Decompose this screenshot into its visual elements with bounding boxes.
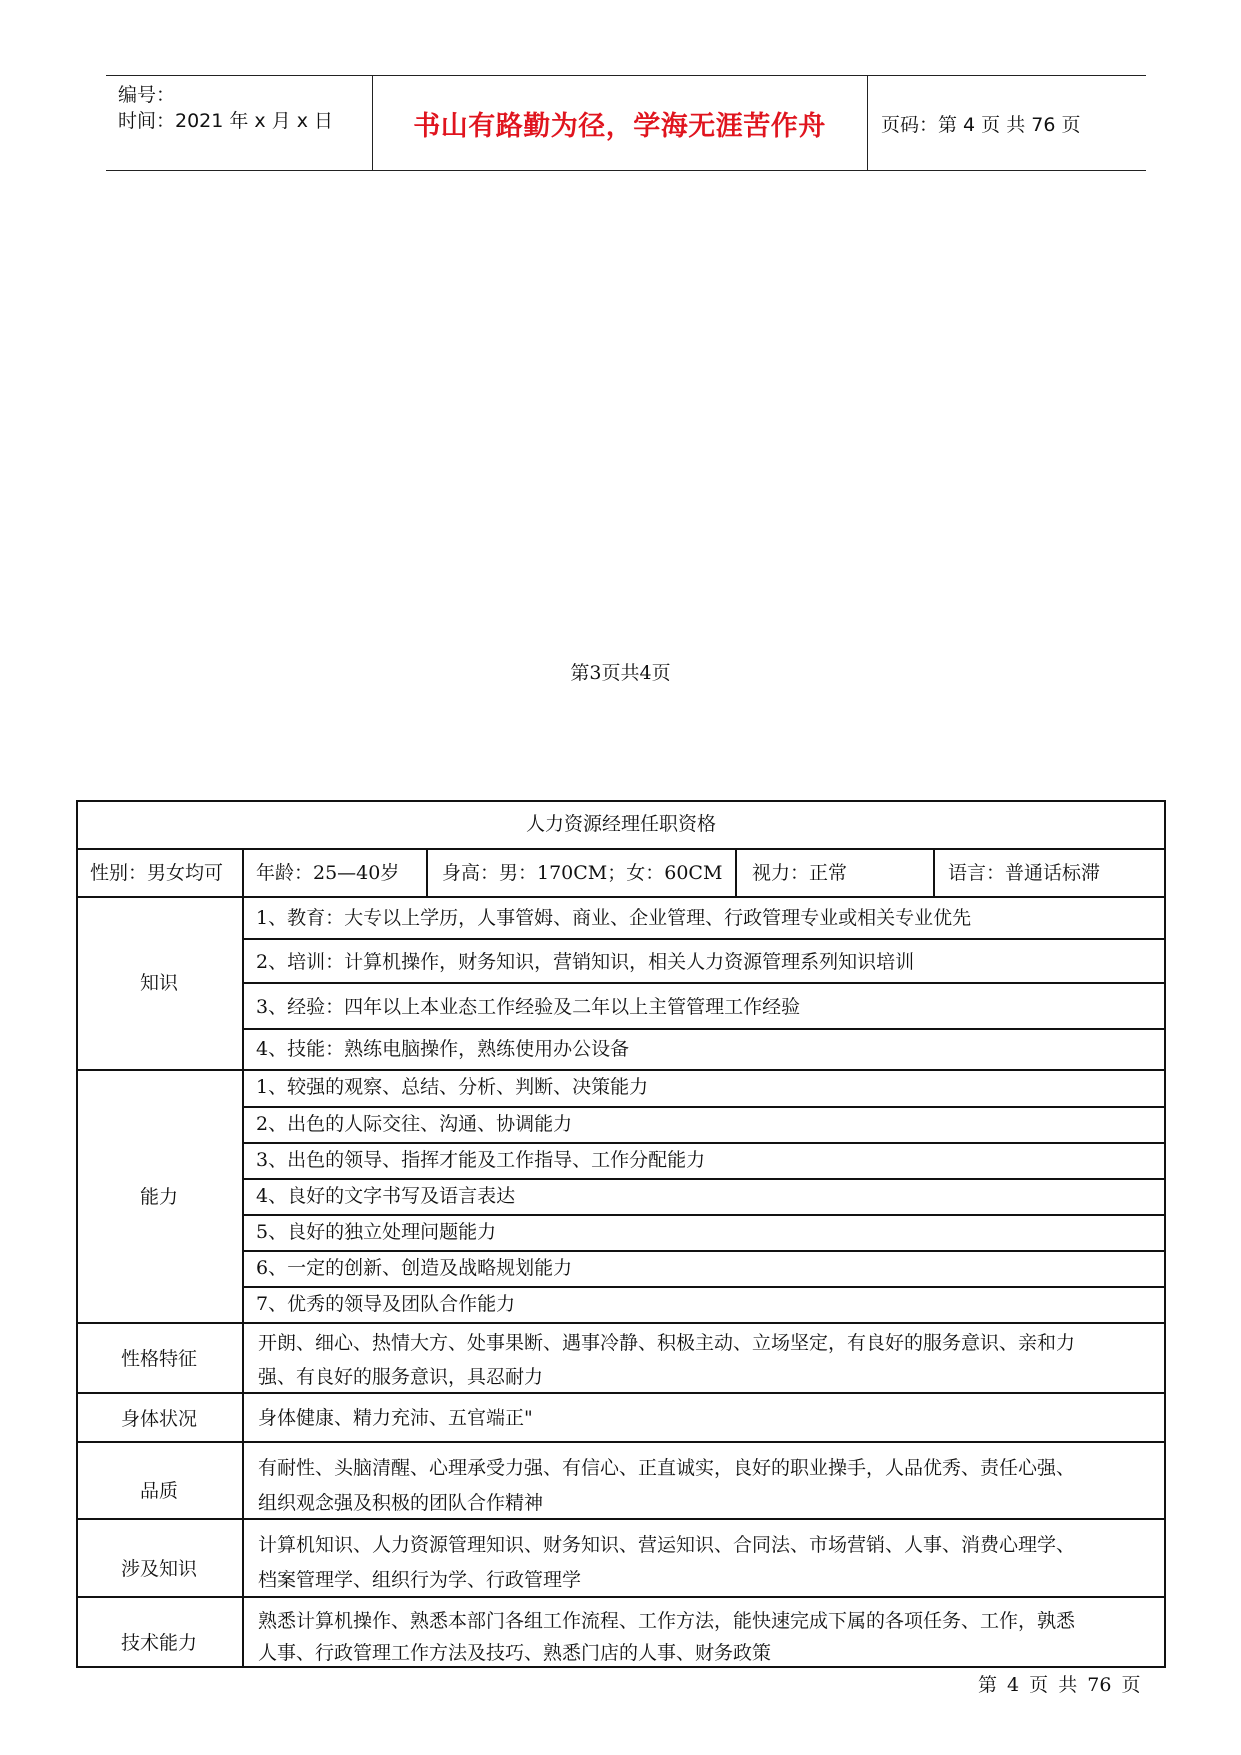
age-requirement: 年龄：25—40岁 [256, 862, 400, 884]
document-time-label: 时间：2021 年 x 月 x 日 [118, 110, 334, 132]
related-knowledge-label: 涉及知识 [120, 1558, 197, 1580]
ability-item: 3、出色的领导、指挥才能及工作指导、工作分配能力 [256, 1149, 706, 1171]
health-text: 身体健康、精力充沛、五官端正" [258, 1407, 533, 1429]
page-footer: 第 4 页 共 76 页 [978, 1674, 1141, 1696]
personality-text-line: 强、有良好的服务意识，具忍耐力 [258, 1366, 544, 1388]
table-border-top [76, 800, 1166, 802]
knowledge-item: 4、技能：熟练电脑操作，熟练使用办公设备 [256, 1038, 630, 1060]
table-subrule [242, 1028, 1166, 1030]
table-col-divider [426, 848, 428, 897]
ability-item: 2、出色的人际交往、沟通、协调能力 [256, 1113, 573, 1135]
related-knowledge-text-line: 计算机知识、人力资源管理知识、财务知识、营运知识、合同法、市场营销、人事、消费心理学、 [258, 1534, 1076, 1556]
technical-text-line: 熟悉计算机操作、熟悉本部门各组工作流程、工作方法，能快速完成下属的各项任务、工作，孰悉 [258, 1610, 1076, 1632]
language-requirement: 语言：普通话标滞 [948, 862, 1101, 884]
table-title: 人力资源经理任职资格 [525, 813, 716, 835]
header-meta-cell [106, 76, 373, 170]
table-subrule [242, 938, 1166, 940]
knowledge-label: 知识 [139, 972, 178, 994]
table-rule [76, 1392, 1166, 1394]
quality-text-line: 组织观念强及积极的团队合作精神 [258, 1492, 544, 1514]
table-rule [76, 1441, 1166, 1443]
ability-item: 5、良好的独立处理问题能力 [256, 1221, 497, 1243]
ability-item: 1、较强的观察、总结、分析、判断、决策能力 [256, 1076, 649, 1098]
table-border-left [76, 800, 78, 1668]
table-border-bottom [76, 1666, 1166, 1668]
ability-item: 7、优秀的领导及团队合作能力 [256, 1293, 516, 1315]
height-requirement: 身高：男：170CM；女：60CM [442, 862, 723, 884]
table-subrule [242, 1142, 1166, 1144]
related-knowledge-text-line: 档案管理学、组织行为学、行政管理学 [258, 1569, 582, 1591]
ability-item: 6、一定的创新、创造及战略规划能力 [256, 1257, 573, 1279]
document-number-label: 编号： [118, 84, 176, 106]
table-subrule [242, 1250, 1166, 1252]
table-rule [76, 1596, 1166, 1598]
quality-text-line: 有耐性、头脑清醒、心理承受力强、有信心、正直诚实，良好的职业操手，人品优秀、责任心强、 [258, 1457, 1076, 1479]
page-header [106, 75, 1146, 171]
knowledge-item: 1、教育：大专以上学历，人事管姆、商业、企业管理、行政管理专业或相关专业优先 [256, 907, 972, 929]
technical-text-line: 人事、行政管理工作方法及技巧、熟悉门店的人事、财务政策 [258, 1642, 772, 1664]
health-label: 身体状况 [120, 1408, 197, 1430]
personality-text-line: 开朗、细心、热情大方、处事果断、遇事冷静、积极主动、立场坚定，有良好的服务意识、亲和力 [258, 1332, 1076, 1354]
table-label-divider [242, 848, 244, 1667]
vision-requirement: 视力：正常 [752, 862, 848, 884]
middle-page-number: 第3页共4页 [570, 662, 671, 684]
header-motto: 书山有路勤为径，学海无涯苦作舟 [413, 110, 826, 142]
table-border-right [1164, 800, 1166, 1668]
table-subrule [242, 1214, 1166, 1216]
header-motto-cell [372, 76, 868, 170]
personality-label: 性格特征 [120, 1348, 197, 1370]
table-rule [76, 848, 1166, 850]
table-col-divider [735, 848, 737, 897]
table-rule [76, 896, 1166, 898]
gender-requirement: 性别：男女均可 [90, 862, 224, 884]
table-rule [76, 1322, 1166, 1324]
table-subrule [242, 1178, 1166, 1180]
quality-label: 品质 [139, 1480, 178, 1502]
table-col-divider [933, 848, 935, 897]
qualification-table [76, 800, 1166, 1668]
ability-item: 4、良好的文字书写及语言表达 [256, 1185, 516, 1207]
table-subrule [242, 1106, 1166, 1108]
knowledge-item: 2、培训：计算机操作，财务知识，营销知识，相关人力资源管理系列知识培训 [256, 951, 915, 973]
ability-label: 能力 [139, 1186, 178, 1208]
technical-label: 技术能力 [120, 1632, 197, 1654]
knowledge-item: 3、经验：四年以上本业态工作经验及二年以上主管管理工作经验 [256, 996, 801, 1018]
table-rule [76, 1069, 1166, 1071]
header-page-number: 页码：第 4 页 共 76 页 [881, 113, 1081, 136]
header-page-cell [867, 76, 1146, 170]
table-subrule [242, 982, 1166, 984]
table-subrule [242, 1286, 1166, 1288]
table-rule [76, 1518, 1166, 1520]
